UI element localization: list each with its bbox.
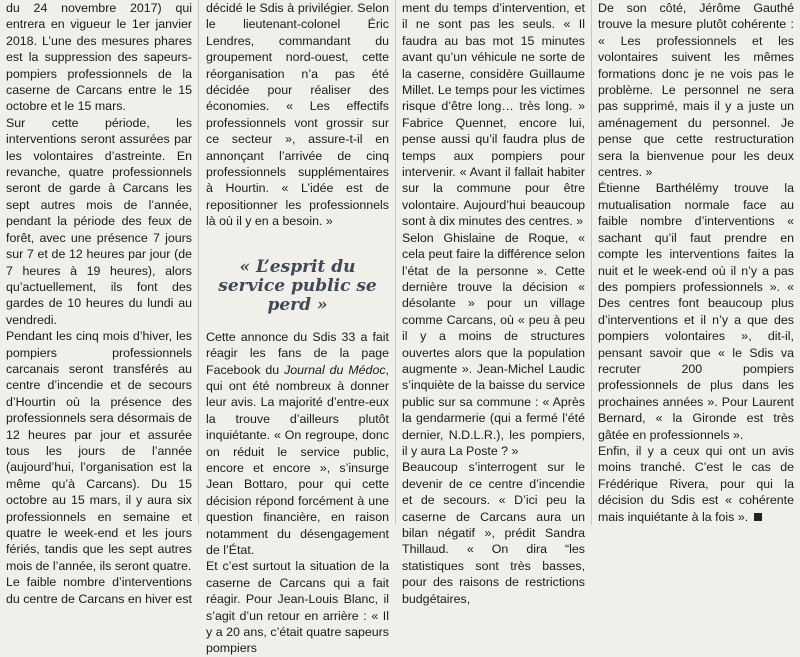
paragraph — [598, 443, 794, 525]
paragraph — [206, 329, 389, 559]
text-run: Enfin, il y a ceux qui ont un avis moins tranché. C’est le cas de Frédérique Rivera, pour qui la décision du Sdis est « cohérente mais inquiétante à la fois ». — [598, 443, 794, 524]
paragraph: décidé le Sdis à privilégier. Selon le lieutenant-colonel Éric Lendres, commandant du groupement nord-ouest, cette réorganisation n’a pas été décidée pour réaliser des économies. « Les effectifs professionnels vont grossir sur ce secteur », assure-t-il en annonçant l’arrivée de cinq professionnels supplémentaires à Hourtin. « L’idée est de repositionner les professionnels là où il y en a besoin. » — [206, 1, 389, 229]
end-of-article-mark — [754, 513, 762, 521]
paragraph: Et c’est surtout la situation de la caserne de Carcans qui a fait réagir. Pour Jean-Louis Blanc, il s’agit d’un retour en arrière : « Il y a 20 ans, c’était quatre sapeurs pompiers — [206, 559, 389, 656]
paragraph: Selon Ghislaine de Roque, « cela peut faire la différence selon l’état de la personne ». Cette dernière trouve la décision « désolante » pour un village comme Carcans, où « peu à peu il y a moins de structures ouvertes alors que la population augmente ». Jean-Michel Laudic s’inquiète de la baisse du service public sur sa commune : « Après la gendarmerie (qui a fermé l’été dernier, N.D.L.R.), les pompiers, il y aura La Poste ? » — [402, 230, 585, 458]
column-divider — [198, 0, 199, 525]
publication-name: Journal du Médoc — [284, 362, 386, 377]
paragraph: Pendant les cinq mois d’hiver, les pompiers professionnels carcanais seront transférés au centre d’incendie et de secours d’Hourtin où la présence des professionnels sera désormais de 12 heures par jour et assurée tous les jours de l’année (aujourd’hui, l’organisation est la même qu’à Carcans). Du 15 octobre au 15 mars, il y aura six professionnels en semaine et quatre le week-end et les jours fériés, tandis que les sept autres mois de l’année, ils seront quatre. — [6, 329, 192, 573]
section-heading: « L’esprit du service public se perd » — [218, 256, 377, 315]
text-run: Cette annonce du Sdis 33 a fait réagir les fans de la page Facebook du — [206, 329, 389, 377]
paragraph: du 24 novembre 2017) qui entrera en vigueur le 1er janvier 2018. L’une des mesures phares est la suppression des sapeurs-pompiers professionnels de la caserne de Carcans entre le 15 octobre et le 15 mars. — [6, 1, 192, 114]
paragraph: De son côté, Jérôme Gauthé trouve la mesure plutôt cohérente : « Les professionnels et les volontaires suivent les mêmes formations donc je ne vois pas le problème. Le personnel ne sera pas supprimé, mais il y a juste un aménagement du personnel. Je pense que cette restructuration sera la bienvenue pour les deux centres. » — [598, 1, 794, 180]
paragraph: Sur cette période, les interventions seront assurées par les volontaires d’astreinte. En revanche, quatre professionnels seront de garde à Carcans les sept autres mois de l’année, pendant la période des feux de forêt, avec une présence 7 jours sur 7 et de 12 heures par jour (de 7 heures à 19 heures), alors qu’actuellement, ils font des gardes de 10 heures du lundi au vendredi. — [6, 115, 192, 327]
column-3 — [402, 0, 585, 606]
paragraph: Le faible nombre d’interventions du centre de Carcans en hiver est — [6, 575, 192, 606]
paragraph: Beaucoup s’interrogent sur le devenir de ce centre d’incendie et de secours. « D’ici peu la caserne de Carcans aura un bilan négatif », prédit Sandra Thillaud. « On dira “les statistiques sont très basses, pour des raisons de restrictions budgétaires, — [402, 460, 585, 606]
paragraph: Étienne Barthélémy trouve la mutualisation normale face au faible nombre d’interventions « sachant qu’il faut prendre en compte les interventions faites la nuit et le week-end où il n’y a pas des pompiers professionnels ». « Des centres font beaucoup plus d’interventions et il n’y a que des pompiers volontaires », dit-il, pensant savoir que « le Sdis va recruter 200 pompiers professionnels de plus dans les prochaines années ». Pour Laurent Bernard, « la Gironde est très gâtée en professionnels ». — [598, 181, 794, 442]
column-2 — [206, 0, 389, 656]
column-4 — [598, 0, 794, 525]
text-run: , qui ont été nombreux à donner leur avis. La majorité d’entre-eux la trouve d’ailleurs plutôt inquiétante. « On regroupe, donc on réduit le service public, encore et encore », s’insurge Jean Bottaro, pour qui cette décision répond forcément à une question financière, en raison notamment du désengagement de l’État. — [206, 362, 389, 557]
column-divider — [591, 0, 592, 525]
column-1 — [6, 0, 192, 606]
column-divider — [395, 0, 396, 525]
paragraph: ment du temps d’intervention, et il ne sont pas les seuls. « Il faudra au bas mot 15 minutes avant qu’un véhicule ne sorte de la caserne, considère Guillaume Millet. Le temps pour les victimes risque d’être long… très long. » Fabrice Quennet, encore lui, pense aussi qu’il faudra plus de temps aux pompiers pour intervenir. « Avant il fallait habiter sur la commune pour être volontaire. Aujourd’hui beaucoup sont à dix minutes des centres. » — [402, 1, 585, 229]
